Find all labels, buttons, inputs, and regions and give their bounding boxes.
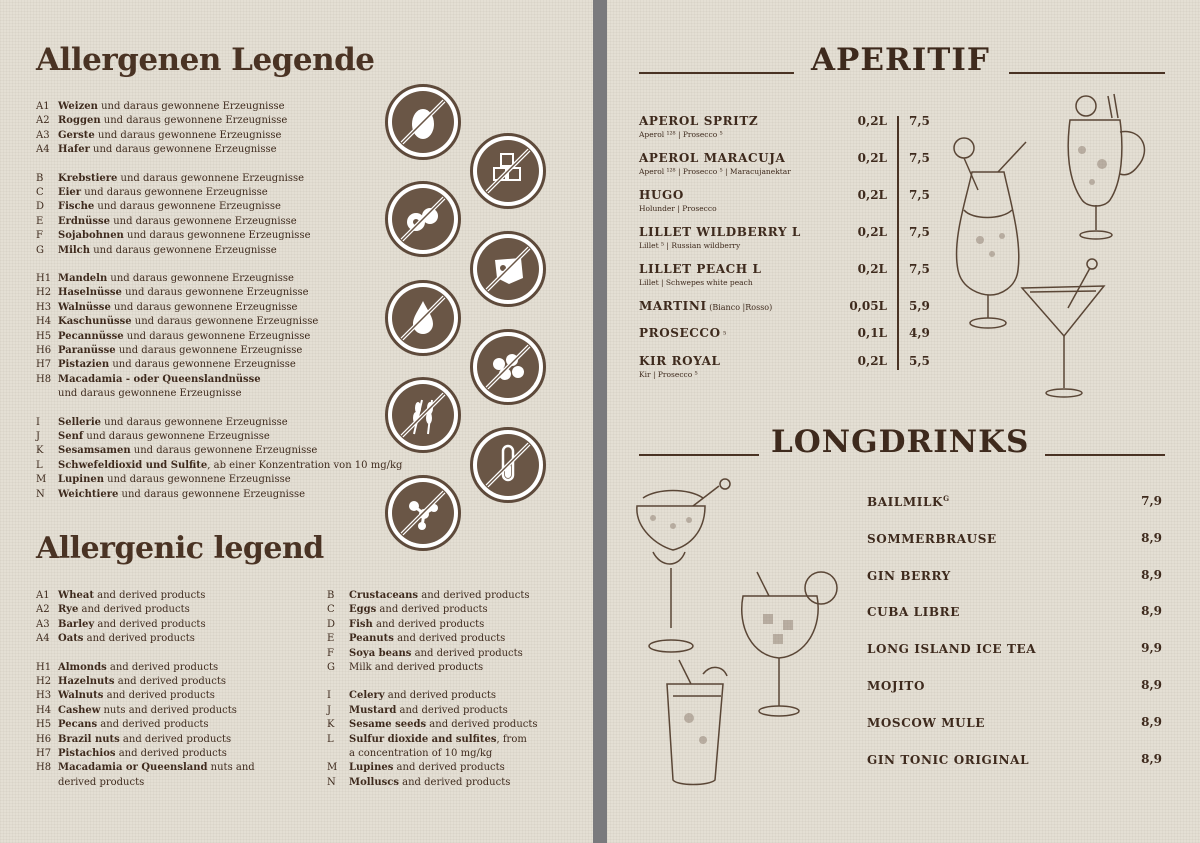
allergen-code: H1 (36, 273, 52, 284)
allergen-code: I (36, 416, 40, 428)
allergen-description: and derived products (119, 733, 232, 745)
allergen-item (36, 229, 311, 243)
longdrink-price: 8,9 (1141, 678, 1162, 692)
drink-volume: 0,2L (857, 354, 887, 368)
longdrink-name (867, 715, 985, 730)
no-molecule-icon (385, 475, 461, 551)
allergen-item (36, 172, 304, 186)
allergen-name: Gerste (58, 129, 95, 141)
allergen-item (327, 747, 492, 761)
allergen-item (36, 704, 237, 718)
allergen-description: and derived products (396, 704, 508, 716)
allergen-code: A1 (36, 101, 50, 112)
allergen-description: nuts and (207, 762, 255, 774)
allergen-description: and derived products (78, 604, 190, 616)
allergen-description: and derived products (93, 590, 206, 601)
allergen-code: A4 (36, 633, 50, 645)
drink-name-text: MARTINI (639, 299, 707, 313)
allergen-name: Eier (58, 187, 82, 198)
allergen-description: und daraus gewonnene Erzeugnisse (104, 474, 291, 486)
allergen-code: H8 (36, 762, 52, 774)
allergen-code: G (36, 244, 44, 256)
drink-volume: 0,2L (857, 262, 887, 276)
allergen-code: A3 (36, 129, 50, 141)
allergen-description: und daraus gewonnene Erzeugnisse (83, 431, 270, 442)
longdrink-price: 8,9 (1141, 567, 1162, 582)
drink-name-text: PROSECCO (639, 326, 721, 340)
allergen-item (36, 286, 309, 300)
allergen-description: und daraus gewonnene Erzeugnisse (100, 115, 288, 127)
no-drop-icon (385, 280, 461, 356)
longdrink-name-text: BAILMILK (867, 495, 944, 509)
longdrink-name (867, 678, 925, 693)
allergen-description: , ab einer Konzentration von 10 mg/kg (207, 459, 403, 471)
drink-volume: 0,2L (857, 151, 887, 165)
longdrink-name-text: GIN TONIC ORIGINAL (867, 752, 1030, 767)
allergen-code: M (327, 762, 338, 774)
allergen-item (327, 776, 510, 790)
drink-name-text: APEROL MARACUJA (639, 151, 786, 165)
allergen-item (36, 244, 277, 258)
drink-ingredients: Lillet ⁵ | Russian wildberry (639, 241, 741, 250)
allergen-item (36, 632, 195, 646)
drink-ingredients: Aperol ¹²⁸ | Prosecco ⁵ (639, 130, 723, 139)
drink-name-text: LILLET WILDBERRY L (639, 225, 801, 239)
divider-rule (639, 72, 794, 74)
allergen-name: Pecans (58, 719, 98, 731)
longdrink-illustration (633, 478, 863, 793)
drink-name-text: APEROL SPRITZ (639, 114, 759, 128)
allergen-code: B (36, 172, 44, 184)
allergen-name: Sojabohnen (58, 230, 124, 242)
no-milk-icon (470, 231, 546, 307)
allergen-description: und daraus gewonnene Erzeugnisse (109, 359, 296, 371)
drink-volume: 0,2L (857, 114, 887, 128)
allergen-code: H3 (36, 301, 52, 313)
allergen-code: N (36, 488, 45, 500)
allergen-name: Soya beans (349, 647, 412, 659)
longdrink-price: 8,9 (1141, 604, 1162, 619)
allergen-code: J (327, 704, 332, 716)
allergen-description: and derived products (115, 748, 227, 759)
allergen-item (36, 689, 215, 703)
drink-name (639, 354, 721, 368)
allergen-item (327, 632, 505, 646)
allergen-code: M (36, 474, 47, 486)
allergen-name: Celery (349, 690, 385, 702)
allergen-item (36, 100, 285, 114)
drink-price: 7,5 (909, 151, 930, 165)
longdrink-name-text: MOSCOW MULE (867, 715, 985, 730)
drink-name (639, 262, 762, 276)
allergen-description: and derived products (393, 633, 506, 645)
allergen-name: Mandeln (58, 273, 108, 284)
allergen-item (36, 733, 231, 747)
no-egg-icon (385, 84, 461, 160)
allergen-description: and derived products (393, 762, 505, 774)
allergen-code: H1 (36, 661, 52, 673)
allergen-name: Sesamsamen (58, 445, 131, 457)
no-wheat-icon (385, 377, 461, 453)
allergen-name: Hazelnuts (58, 676, 115, 687)
allergen-description: and derived products (376, 604, 488, 616)
allergen-description: and derived products (83, 633, 195, 645)
allergen-name: Lupinen (58, 474, 104, 486)
allergen-item (327, 733, 527, 747)
allergen-item (36, 143, 277, 157)
allergen-code: H3 (36, 690, 52, 702)
allergen-description: nuts and derived products (100, 704, 237, 716)
longdrink-name-text: CUBA LIBRE (867, 605, 960, 620)
allergen-description: und daraus gewonnene Erzeugnisse (110, 301, 298, 313)
allergen-name: Mustard (349, 704, 397, 716)
allergen-description: derived products (58, 776, 145, 788)
allergen-item (36, 444, 317, 458)
drink-ingredients: Lillet | Schwepes white peach (639, 278, 753, 287)
allergen-code: G (327, 662, 335, 673)
no-beans-icon (470, 329, 546, 405)
allergen-name: Molluscs (349, 776, 399, 788)
allergen-name: Brazil nuts (58, 733, 120, 745)
allergen-item (36, 215, 297, 229)
allergen-item (36, 761, 255, 775)
allergen-name: Pecannüsse (58, 330, 124, 342)
drink-price: 4,9 (909, 326, 930, 340)
allergen-code: K (327, 719, 335, 731)
no-test-tube-icon (470, 427, 546, 503)
allergen-name: Peanuts (349, 633, 394, 645)
allergen-name: Erdnüsse (58, 215, 111, 227)
allergen-name: Cashew (58, 704, 101, 716)
allergen-item (327, 647, 523, 661)
allergen-item (327, 704, 508, 718)
allergen-item (36, 315, 318, 329)
allergen-code: H2 (36, 676, 52, 687)
allergen-item (36, 200, 281, 214)
longdrink-price: 8,9 (1141, 751, 1162, 766)
allergen-item (36, 129, 281, 143)
allergen-name: Krebstiere (58, 172, 118, 184)
longdrink-name-text: SOMMERBRAUSE (867, 531, 997, 546)
allergen-name: Barley (58, 618, 95, 630)
allergen-description: and derived products (114, 676, 226, 687)
longdrink-name (867, 494, 950, 509)
allergen-item (36, 358, 296, 372)
allergen-item (36, 272, 294, 286)
longdrink-name-text: LONG ISLAND ICE TEA (867, 642, 1037, 657)
drink-volume: 0,2L (857, 188, 887, 202)
allergen-description: and derived products (411, 647, 523, 659)
allergen-item (327, 603, 488, 617)
allergen-name: Walnuts (58, 690, 104, 702)
allergen-item (36, 344, 302, 358)
allergen-description: and derived products (398, 776, 511, 788)
allergen-item (327, 718, 538, 732)
allergen-code: H5 (36, 719, 52, 731)
allergen-description: und daraus gewonnene Erzeugnisse (117, 172, 305, 184)
allergen-description: , from (496, 733, 527, 745)
allergen-code: A3 (36, 618, 50, 630)
allergen-name: Kaschunüsse (58, 316, 132, 328)
allergen-name: Pistachios (58, 748, 116, 759)
longdrink-name (867, 531, 997, 546)
allergen-code: C (327, 604, 335, 616)
allergen-name: Paranüsse (58, 345, 116, 356)
allergen-description: und daraus gewonnene Erzeugnisse (123, 230, 311, 242)
longdrink-name-text: GIN BERRY (867, 568, 951, 583)
allergen-description: und daraus gewonnene Erzeugnisse (94, 129, 282, 141)
allergen-name: Sulfur dioxide and sulfites (349, 733, 497, 745)
drink-volume: 0,1L (857, 326, 887, 340)
allergen-name: Fische (58, 201, 95, 213)
drink-note: ⁵ (720, 330, 727, 339)
longdrink-name-text: MOJITO (867, 679, 926, 693)
allergen-description: und daraus gewonnene Erzeugnisse (118, 488, 306, 500)
allergen-item (36, 416, 288, 430)
allergen-code: H8 (36, 373, 52, 385)
allergen-name: Roggen (58, 115, 101, 127)
drink-name (639, 188, 684, 202)
allergen-code: C (36, 187, 44, 198)
section-title-aperitif: APERITIF (811, 42, 990, 78)
drink-name (639, 326, 726, 340)
allergen-name: Eggs (349, 604, 377, 616)
allergen-name: Walnüsse (58, 301, 111, 313)
allergen-description: and derived products (418, 590, 530, 601)
drink-ingredients: Holunder | Prosecco (639, 204, 717, 213)
allergen-code: H6 (36, 345, 52, 356)
allergen-name: Wheat (58, 590, 94, 601)
drink-name (639, 151, 785, 165)
allergen-code: F (327, 647, 334, 659)
allergen-item (36, 114, 287, 128)
allergen-description: und daraus gewonnene Erzeugnisse (58, 388, 242, 400)
allergen-description: und daraus gewonnene Erzeugnisse (89, 144, 277, 156)
allergen-item (36, 776, 144, 790)
allergen-code: I (327, 690, 331, 702)
drink-name-text: KIR ROYAL (639, 354, 721, 368)
allergen-item (327, 689, 496, 703)
allergen-description: und daraus gewonnene Erzeugnisse (90, 244, 277, 256)
allergen-code: H2 (36, 287, 52, 299)
allergen-item (327, 761, 505, 775)
divider-rule (1009, 72, 1165, 74)
longdrink-name (867, 568, 951, 583)
allergen-code: H7 (36, 748, 52, 759)
drink-ingredients: Aperol ¹²⁸ | Prosecco ⁵ | Maracujanektar (639, 167, 791, 176)
drink-price: 7,5 (909, 262, 930, 276)
allergen-description: und daraus gewonnene Erzeugnisse (131, 316, 319, 328)
allergen-description: and derived products (106, 661, 219, 673)
allergen-item (36, 301, 297, 315)
allergen-item (36, 747, 227, 761)
allergen-item (327, 618, 484, 632)
allergen-code: A4 (36, 144, 50, 156)
allergen-name: Crustaceans (349, 590, 419, 601)
allergen-description: and derived products (94, 618, 206, 630)
drink-price: 7,5 (909, 225, 930, 239)
allergen-name: Rye (58, 604, 79, 616)
allergen-item (36, 488, 305, 502)
allergen-code: F (36, 230, 43, 242)
allergen-description: and derived products (426, 719, 538, 731)
drinks-page (607, 0, 1200, 843)
allergen-item (36, 430, 270, 444)
drink-volume: 0,05L (849, 299, 887, 313)
allergen-name: Schwefeldioxid und Sulfite (58, 459, 208, 471)
allergen-name: Almonds (58, 661, 107, 673)
allergen-code: J (36, 431, 41, 442)
allergen-item (327, 661, 483, 675)
allergen-description: and derived products (384, 690, 496, 702)
drink-name (639, 225, 801, 239)
allergen-name: Lupines (349, 762, 394, 774)
allergen-code: A2 (36, 604, 50, 616)
drink-name-text: LILLET PEACH L (639, 262, 762, 276)
allergen-name: Macadamia or Queensland (58, 762, 208, 774)
allergen-item (36, 675, 226, 689)
divider-rule (1045, 454, 1165, 456)
allergen-code: E (36, 215, 44, 227)
drink-price: 7,5 (909, 114, 930, 128)
allergen-name: Weichtiere (58, 488, 119, 500)
allergen-item (36, 373, 261, 387)
allergen-name: Fish (349, 618, 373, 630)
allergen-description: und daraus gewonnene Erzeugnisse (94, 201, 281, 213)
allergen-name: Hafer (58, 144, 90, 156)
allergen-code: K (36, 445, 44, 457)
longdrink-price: 9,9 (1141, 641, 1162, 656)
allergen-description: and derived products (103, 690, 215, 702)
allergen-code: N (327, 776, 336, 788)
allergen-description: Milk and derived products (349, 662, 484, 673)
allergen-name: Pistazien (58, 359, 110, 371)
allergen-code: L (327, 733, 334, 745)
allergen-code: D (36, 201, 45, 213)
allergen-description: und daraus gewonnene Erzeugnisse (81, 187, 268, 198)
drink-name (639, 114, 758, 128)
allergen-description: und daraus gewonnene Erzeugnisse (107, 273, 294, 284)
allergen-description: and derived products (372, 618, 485, 630)
longdrink-name (867, 604, 960, 619)
allergen-item (36, 387, 241, 401)
allergen-code: D (327, 618, 336, 630)
allergen-description: und daraus gewonnene Erzeugnisse (123, 330, 311, 342)
drink-volume: 0,2L (857, 225, 887, 239)
allergen-code: B (327, 590, 335, 601)
allergen-name: Milch (58, 244, 91, 256)
longdrink-name (867, 752, 1029, 767)
allergen-code: H4 (36, 704, 52, 716)
allergen-description: a concentration of 10 mg/kg (349, 748, 493, 759)
allergen-description: und daraus gewonnene Erzeugnisse (110, 215, 297, 227)
section-title-longdrinks: LONGDRINKS (771, 424, 1030, 460)
allergen-description: und daraus gewonnene Erzeugnisse (121, 287, 309, 299)
drink-note: (Bianco |Rosso) (706, 303, 773, 312)
longdrink-price: 8,9 (1141, 530, 1162, 545)
price-divider (897, 116, 899, 370)
allergen-code: E (327, 633, 335, 645)
allergen-item (36, 473, 291, 487)
allergen-name: Macadamia - oder Queenslandnüsse (58, 373, 261, 385)
drink-price: 7,5 (909, 188, 930, 202)
allergen-description: und daraus gewonnene Erzeugnisse (115, 345, 303, 356)
longdrink-name (867, 641, 1036, 656)
allergen-name: Weizen (58, 101, 98, 112)
drink-ingredients: Kir | Prosecco ⁵ (639, 370, 698, 379)
allergen-name: Sesame seeds (349, 719, 427, 731)
allergen-code: H5 (36, 330, 52, 342)
allergen-name: Oats (58, 633, 84, 645)
allergen-item (36, 718, 209, 732)
allergen-description: und daraus gewonnene Erzeugnisse (97, 101, 285, 112)
divider-rule (639, 454, 759, 456)
allergen-item (327, 589, 529, 603)
allergen-description: und daraus gewonnene Erzeugnisse (100, 416, 288, 428)
drink-name-text: HUGO (639, 188, 684, 202)
allergen-code: H7 (36, 359, 52, 371)
allergen-name: Senf (58, 431, 84, 442)
longdrink-note: G (943, 494, 950, 503)
allergen-item (36, 618, 206, 632)
allergen-item (36, 186, 268, 200)
allergen-item (36, 330, 310, 344)
allergen-description: and derived products (97, 719, 209, 731)
longdrink-price: 7,9 (1141, 494, 1162, 508)
no-nuts-icon (385, 181, 461, 257)
allergen-code: A2 (36, 115, 50, 127)
allergen-name: Haselnüsse (58, 287, 122, 299)
longdrink-price: 8,9 (1141, 714, 1162, 729)
allergen-item (36, 661, 218, 675)
allergen-item (36, 603, 190, 617)
title-allergen-de: Allergenen Legende (36, 42, 375, 78)
allergen-description: und daraus gewonnene Erzeugnisse (130, 445, 318, 457)
allergen-item (36, 459, 402, 473)
allergen-page (0, 0, 593, 843)
drink-price: 5,5 (909, 354, 930, 368)
allergen-name: Sellerie (58, 416, 101, 428)
allergen-code: H6 (36, 733, 52, 745)
title-allergen-en: Allergenic legend (36, 531, 324, 566)
allergen-code: L (36, 459, 43, 471)
allergen-code: A1 (36, 590, 50, 601)
no-sugar-cubes-icon (470, 133, 546, 209)
drink-price: 5,9 (909, 299, 930, 313)
allergen-code: H4 (36, 316, 52, 328)
drink-name (639, 299, 772, 313)
allergen-item (36, 589, 205, 603)
cocktail-illustration (942, 90, 1172, 405)
